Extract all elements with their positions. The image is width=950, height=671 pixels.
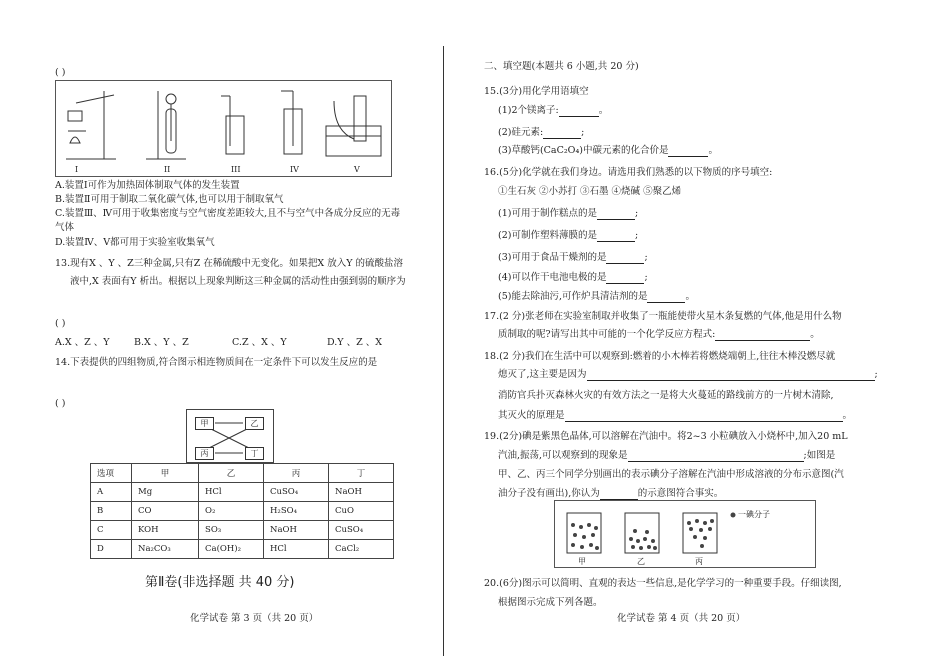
- table-cell: NaOH: [264, 521, 329, 540]
- right-page-footer: 化学试卷 第 4 页（共 20 页）: [617, 613, 746, 624]
- q19-blank-2[interactable]: [600, 489, 638, 500]
- q18-line4-text: 其灭火的原理是: [498, 410, 565, 421]
- q14-text: 14.下表提供的四组物质,符合图示相连物质间在一定条件下可以发生反应的是: [55, 357, 378, 368]
- q15-blank-3[interactable]: [668, 146, 708, 157]
- q16-blank-5[interactable]: [647, 292, 685, 303]
- q16-blank-3[interactable]: [606, 253, 644, 264]
- table-cell: CO: [132, 502, 199, 521]
- table-cell: Mg: [132, 483, 199, 502]
- table-cell: H₂SO₄: [264, 502, 329, 521]
- apparatus-label-3: III: [231, 165, 241, 174]
- q13-line1: 13.现有X 、Y 、Z三种金属,只有Z 在稀硫酸中无变化。如果把X 放入Y 的硫酸盐溶: [55, 258, 403, 269]
- q12-option-c-cont: 气体: [55, 222, 75, 233]
- table-header: 甲: [132, 464, 199, 483]
- q18-line2-text: 熄灭了,这主要是因为: [498, 369, 587, 380]
- table-cell: CuSO₄: [329, 521, 394, 540]
- q15-item-2-text: (2)硅元素:: [498, 127, 544, 138]
- q15-item-1: (1)2个镁离子: 。: [498, 105, 609, 116]
- q14-answer-paren: ( ): [55, 398, 66, 409]
- q16-item-3-text: (3)可用于食品干燥剂的是: [498, 252, 607, 263]
- table-cell: HCl: [264, 540, 329, 559]
- q15-blank-1[interactable]: [559, 106, 599, 117]
- table-cell: HCl: [199, 483, 264, 502]
- q19-line1: 19.(2分)碘是紫黑色晶体,可以溶解在汽油中。将2~3 小粒碘放入小烧杯中,加入20 mL: [484, 431, 848, 442]
- table-cell: A: [91, 483, 132, 502]
- q12-option-a: A.装置Ⅰ可作为加热固体制取气体的发生装置: [55, 180, 240, 191]
- q16-item-2-text: (2)可制作塑料薄膜的是: [498, 230, 597, 241]
- q16-item-5: (5)能去除油污,可作炉具清洁剂的是 。: [498, 291, 695, 302]
- q16-item-1-text: (1)可用于制作糕点的是: [498, 208, 597, 219]
- q12-option-c: C.装置Ⅲ、Ⅳ可用于收集密度与空气密度差距较大,且不与空气中各成分反应的无毒: [55, 208, 401, 219]
- table-cell: KOH: [132, 521, 199, 540]
- table-row: [91, 521, 394, 540]
- q15-blank-2[interactable]: [543, 128, 581, 139]
- q17-line2: 质制取的呢?请写出其中可能的一个化学反应方程式: 。: [498, 329, 820, 340]
- q13-option-c: C.Z 、X 、Y: [232, 337, 287, 348]
- q19-line4-text: 油分子没有画出),你认为: [498, 488, 600, 499]
- q16-item-1: (1)可用于制作糕点的是 ;: [498, 208, 639, 219]
- q19-line2-text: 汽油,振荡,可以观察到的现象是: [498, 450, 628, 461]
- beaker-label-yi: 乙: [637, 557, 645, 566]
- table-row: [91, 540, 394, 559]
- table-cell: Na₂CO₃: [132, 540, 199, 559]
- q19-line4-tail: 的示意图符合事实。: [637, 488, 724, 499]
- apparatus-label-4: IV: [290, 165, 299, 174]
- q16-item-2: (2)可制作塑料薄膜的是 ;: [498, 230, 639, 241]
- left-page-footer: 化学试卷 第 3 页（共 20 页）: [190, 613, 319, 624]
- q12-option-d: D.装置Ⅳ、Ⅴ都可用于实验室收集氧气: [55, 237, 215, 248]
- q15-title: 15.(3分)用化学用语填空: [484, 86, 589, 97]
- table-header: 丙: [264, 464, 329, 483]
- diagram-box-jia: 甲: [195, 417, 214, 430]
- q18-blank-2[interactable]: [565, 411, 843, 422]
- q17-line1: 17.(2 分)张老师在实验室制取并收集了一瓶能使带火星木条复燃的气体,他是用什么物: [484, 311, 842, 322]
- q12-option-b: B.装置Ⅱ可用于制取二氧化碳气体,也可以用于制取氧气: [55, 194, 284, 205]
- table-cell: O₂: [199, 502, 264, 521]
- table-cell: CaCl₂: [329, 540, 394, 559]
- q15-item-2: (2)硅元素: ;: [498, 127, 585, 138]
- q19-line2-tail: ;如图是: [803, 450, 836, 461]
- section-2-title: 第Ⅱ卷(非选择题 共 40 分): [145, 575, 295, 590]
- q13-answer-paren: ( ): [55, 318, 66, 329]
- lab-apparatus-figure: [55, 80, 392, 177]
- q15-item-3: (3)草酸钙(CaC₂O₄)中碳元素的化合价是 。: [498, 145, 718, 156]
- apparatus-drawing: [56, 81, 391, 176]
- q17-line2-text: 质制取的呢?请写出其中可能的一个化学反应方程式:: [498, 329, 716, 340]
- q16-item-3: (3)可用于食品干燥剂的是 ;: [498, 252, 648, 263]
- q13-option-a: A.X 、Z 、Y: [55, 337, 110, 348]
- table-header-row: [91, 464, 394, 483]
- q16-item-4-text: (4)可以作干电池电极的是: [498, 272, 607, 283]
- q18-line4: 其灭火的原理是 。: [498, 410, 853, 421]
- apparatus-label-5: V: [354, 165, 360, 174]
- q16-item-5-text: (5)能去除油污,可作炉具清洁剂的是: [498, 291, 648, 302]
- table-cell: C: [91, 521, 132, 540]
- q19-line4: [498, 487, 723, 500]
- table-cell: Ca(OH)₂: [199, 540, 264, 559]
- table-cell: CuSO₄: [264, 483, 329, 502]
- q13-option-d: D.Y 、Z 、X: [327, 337, 382, 348]
- table-row: [91, 483, 394, 502]
- beakers-drawing: [555, 501, 815, 567]
- table-cell: NaOH: [329, 483, 394, 502]
- q20-line1: 20.(6分)图示可以简明、直观的表达一些信息,是化学学习的一种重要手段。仔细读图,: [484, 578, 842, 589]
- q13-option-b: B.X 、Y 、Z: [134, 337, 189, 348]
- q16-title: 16.(5分)化学就在我们身边。请选用我们熟悉的以下物质的序号填空:: [484, 167, 773, 178]
- page-divider: [443, 46, 444, 656]
- q16-blank-1[interactable]: [597, 209, 635, 220]
- reaction-diagram: [186, 409, 274, 463]
- q18-blank-1[interactable]: [587, 370, 875, 381]
- q18-line2: 熄灭了,这主要是因为 ;: [498, 369, 878, 380]
- q17-blank[interactable]: [715, 330, 810, 341]
- apparatus-label-2: II: [164, 165, 171, 174]
- table-cell: B: [91, 502, 132, 521]
- q12-answer-paren: ( ): [55, 67, 66, 78]
- q16-substances: ①生石灰 ②小苏打 ③石墨 ④烧碱 ⑤聚乙烯: [498, 186, 682, 197]
- beaker-label-jia: 甲: [578, 557, 586, 566]
- q19-line2: [498, 449, 835, 462]
- diagram-box-yi: 乙: [245, 417, 264, 430]
- q20-line2: 根据图示完成下列各题。: [498, 597, 603, 608]
- diagram-box-ding: 丁: [245, 447, 264, 460]
- q13-line2: 液中,X 表面有Y 析出。根据以上现象判断这三种金属的活动性由强到弱的顺序为: [70, 276, 406, 287]
- diagram-box-bing: 丙: [195, 447, 214, 460]
- q18-line1: 18.(2 分)我们在生活中可以观察到:燃着的小木棒若将燃烧端朝上,往往木棒没燃尽就: [484, 351, 836, 362]
- q16-blank-2[interactable]: [597, 231, 635, 242]
- q15-item-3-text: (3)草酸钙(CaC₂O₄)中碳元素的化合价是: [498, 145, 669, 156]
- table-header: 选项: [91, 464, 132, 483]
- table-cell: D: [91, 540, 132, 559]
- iodine-molecule-legend: 一碘分子: [738, 510, 770, 519]
- table-header: 丁: [329, 464, 394, 483]
- q19-blank-1[interactable]: [628, 451, 804, 462]
- apparatus-label-1: I: [75, 165, 79, 174]
- table-cell: SO₃: [199, 521, 264, 540]
- beaker-label-bing: 丙: [695, 557, 703, 566]
- table-row: [91, 502, 394, 521]
- table-header: 乙: [199, 464, 264, 483]
- q16-blank-4[interactable]: [606, 273, 644, 284]
- table-cell: CuO: [329, 502, 394, 521]
- q16-item-4: (4)可以作干电池电极的是 ;: [498, 272, 648, 283]
- iodine-beakers-figure: [554, 500, 816, 568]
- q19-line3: 甲、乙、丙三个同学分别画出的表示碘分子溶解在汽油中形成溶液的分布示意图(汽: [498, 469, 844, 480]
- q14-options-table: [90, 463, 394, 559]
- part-2-title: 二、填空题(本题共 6 小题,共 20 分): [484, 61, 639, 72]
- q15-item-1-text: (1)2个镁离子:: [498, 105, 559, 116]
- q18-line3: 消防官兵扑灭森林火灾的有效方法之一是将大火蔓延的路线前方的一片树木清除,: [498, 390, 834, 401]
